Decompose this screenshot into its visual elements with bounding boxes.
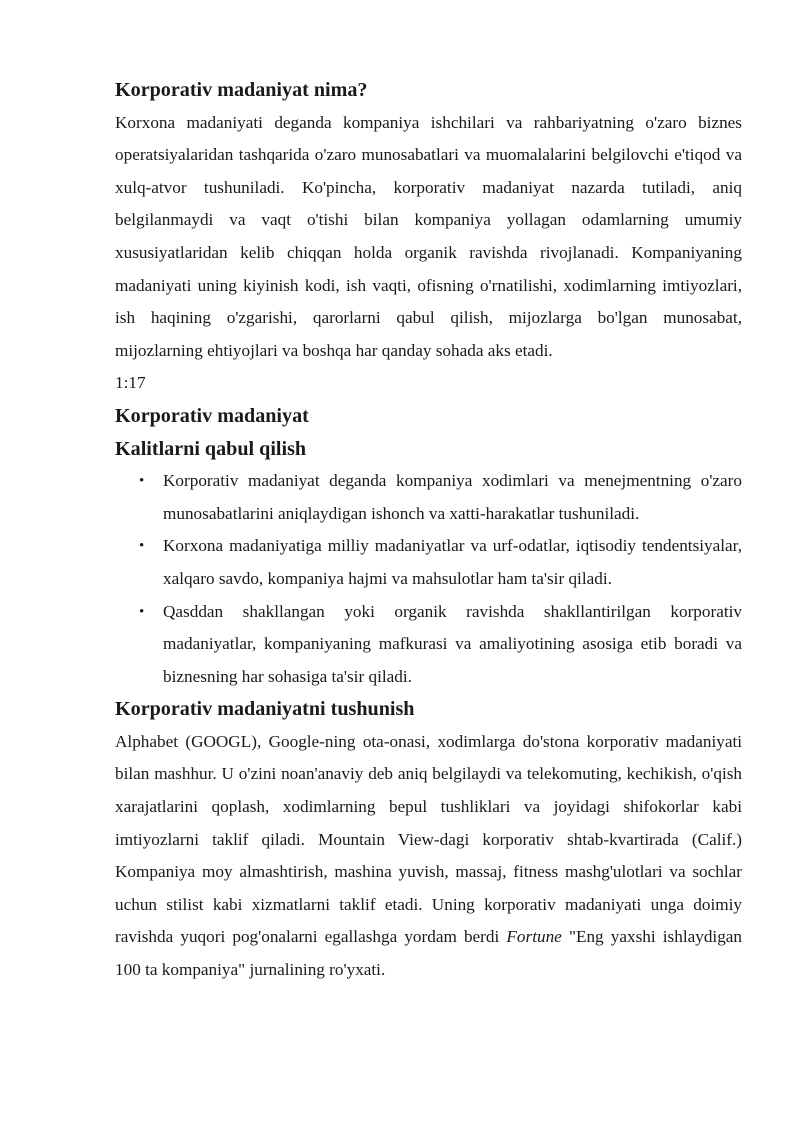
heading-key-takeaways: Kalitlarni qabul qilish — [115, 437, 307, 460]
paragraph-text: Alphabet (GOOGL), Google-ning ota-onasi, xodimlarga do'stona korporativ madaniyati bilan mashhur. U o'zini noan'anaviy deb aniq belgilaydi va telekomuting, kechikish, o'qish xarajatlarini qoplash, xodimlarning bepul tushliklari va joyidagi shifokorlar kabi imtiyozlarni taklif qiladi. Mountain View-dagi korporativ shtab-kvartirada (Calif.) Kompaniya moy almashtirish, mashina yuvish, massaj, fitness mashg'ulotlari va sochlar uchun stilist kabi xizmatlarni taklif etadi. Uning korporativ madaniyati unga doimiy ravishda yuqori pog'onalarni egallashga yordam berdi — [115, 731, 742, 947]
bullet-icon: • — [139, 603, 145, 620]
document-page — [115, 74, 742, 987]
list-item — [115, 530, 742, 595]
heading-corporate-culture: Korporativ madaniyat — [115, 404, 309, 427]
bullet-icon: • — [139, 473, 145, 490]
timestamp-label: 1:17 — [115, 373, 146, 393]
paragraph-text: "Eng yaxshi ishlaydigan 100 ta kompaniya" jurnalining ro'yxati. — [115, 927, 743, 980]
fortune-magazine-title: Fortune — [506, 927, 562, 947]
key-takeaways-list — [115, 465, 742, 693]
list-item-text: Korporativ madaniyat deganda kompaniya xodimlari va menejmentning o'zaro munosabatlarini aniqlaydigan ishonch va xatti-harakatlar tushuniladi. — [163, 471, 742, 523]
heading-understanding-corporate-culture: Korporativ madaniyatni tushunish — [115, 698, 415, 721]
google-example-paragraph — [115, 726, 742, 987]
list-item — [115, 465, 742, 530]
intro-paragraph: Korxona madaniyati deganda kompaniya ishchilari va rahbariyatning o'zaro biznes operatsiyalaridan tashqarida o'zaro munosabatlari va muomalalarini belgilovchi e'tiqod va xulq-atvor tushuniladi. Ko'pincha, korporativ madaniyat nazarda tutiladi, aniq belgilanmaydi va vaqt o'tishi bilan kompaniya yollagan odamlarning umumiy xususiyatlaridan kelib chiqqan holda organik ravishda rivojlanadi. Kompaniyaning madaniyati uning kiyinish kodi, ish vaqti, ofisning o'rnatilishi, xodimlarning imtiyozlari, ish haqining o'zgarishi, qarorlarni qabul qilish, mijozlarga bo'lgan munosabat, mijozlarning ehtiyojlari va boshqa har qanday sohada aks etadi. — [115, 112, 742, 360]
heading-what-is-corporate-culture: Korporativ madaniyat nima? — [115, 79, 368, 101]
list-item-text: Korxona madaniyatiga milliy madaniyatlar va urf-odatlar, iqtisodiy tendentsiyalar, xalqaro savdo, kompaniya hajmi va mahsulotlar ham ta'sir qiladi. — [163, 536, 742, 588]
bullet-icon: • — [139, 538, 145, 555]
list-item-text: Qasddan shakllangan yoki organik ravishda shakllantirilgan korporativ madaniyatlar, kompaniyaning mafkurasi va amaliyotining asosiga etib boradi va biznesning har sohasiga ta'sir qiladi. — [163, 601, 742, 686]
list-item — [115, 596, 742, 694]
